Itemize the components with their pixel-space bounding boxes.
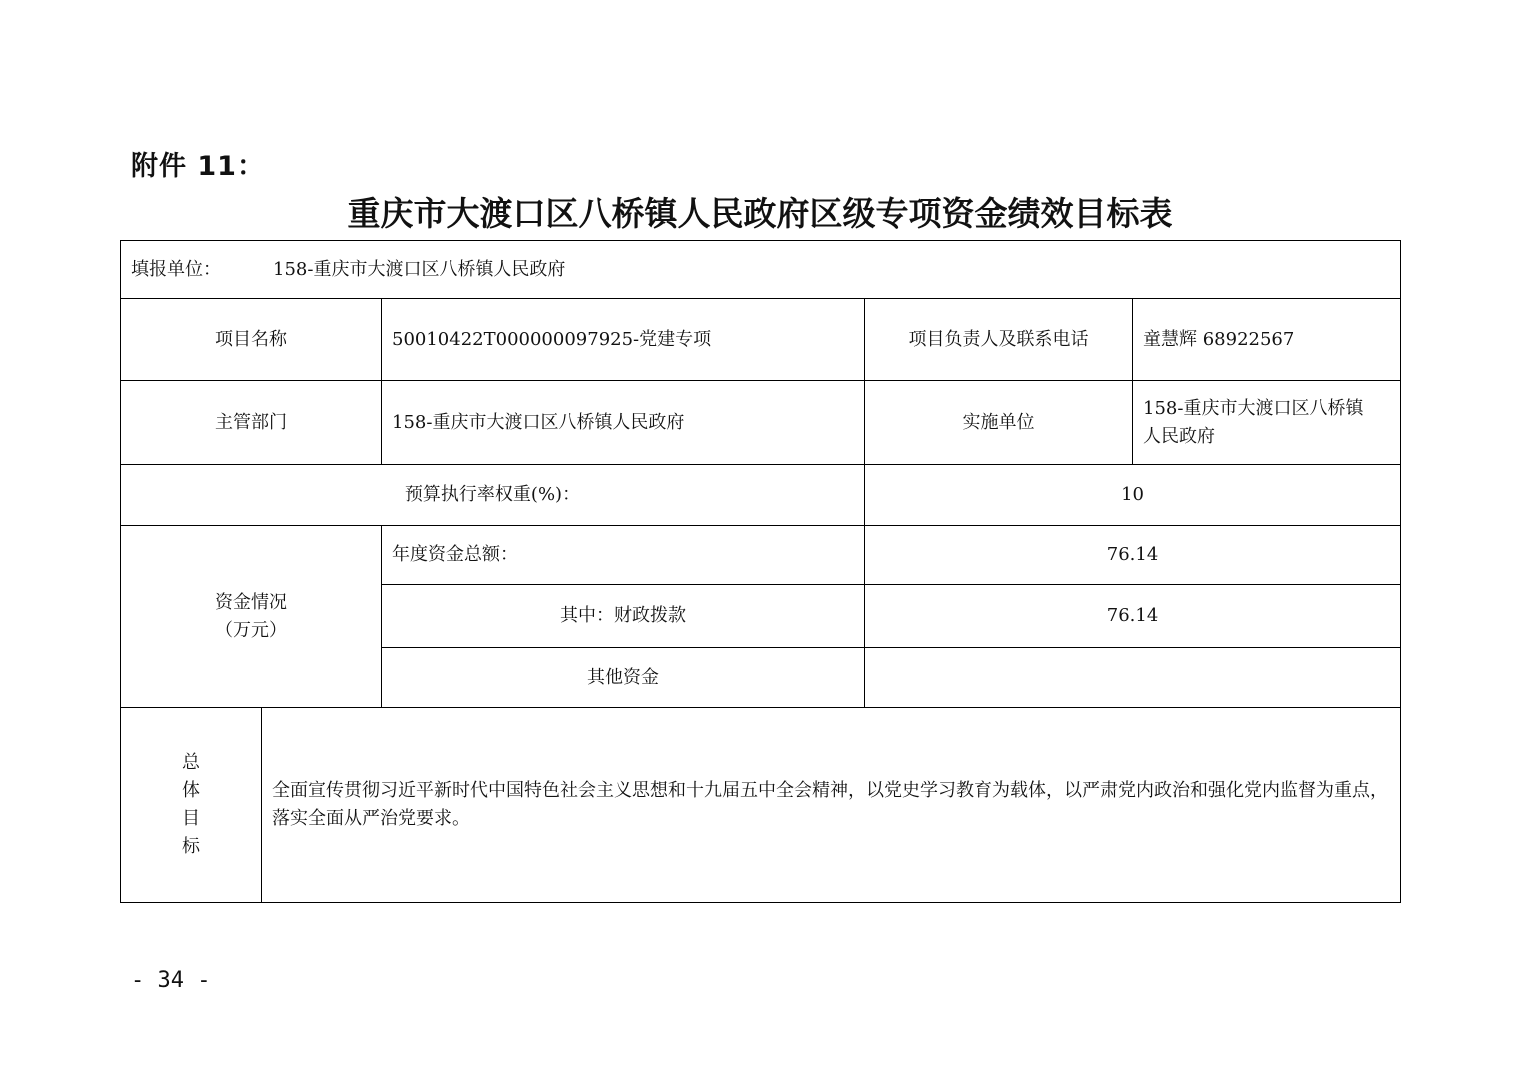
budget-weight-label: 预算执行率权重(%)： (121, 465, 865, 526)
project-name-label: 项目名称 (121, 299, 382, 381)
funds-label-line2: （万元） (215, 619, 287, 641)
impl-unit-value (1133, 381, 1401, 465)
impl-unit-label: 实施单位 (865, 381, 1133, 465)
project-name-row (121, 299, 1401, 381)
dept-label: 主管部门 (121, 381, 382, 465)
document-title: 重庆市大渡口区八桥镇人民政府区级专项资金绩效目标表 (347, 194, 1173, 233)
budget-weight-value: 10 (865, 465, 1401, 526)
overall-goal-char: 总 (182, 752, 200, 773)
reporting-unit-label: 填报单位： (131, 258, 221, 280)
fiscal-value: 76.14 (865, 585, 1401, 648)
other-funds-value (865, 648, 1401, 708)
overall-goal-char: 体 (182, 780, 200, 801)
funds-label-line1: 资金情况 (215, 591, 287, 613)
project-contact-value: 童慧辉 68922567 (1133, 299, 1401, 381)
overall-goal-char: 标 (182, 836, 200, 857)
impl-unit-value-line2: 人民政府 (1143, 425, 1215, 447)
fiscal-label: 其中：财政拨款 (382, 585, 865, 648)
project-contact-label: 项目负责人及联系电话 (865, 299, 1133, 381)
budget-weight-row (121, 465, 1401, 526)
project-name-value: 50010422T000000097925-党建专项 (382, 299, 865, 381)
overall-goal-char: 目 (182, 808, 200, 829)
dept-value: 158-重庆市大渡口区八桥镇人民政府 (382, 381, 865, 465)
reporting-unit-value: 158-重庆市大渡口区八桥镇人民政府 (273, 258, 566, 280)
attachment-label: 附件 11： (131, 151, 265, 182)
overall-goal-label (121, 708, 262, 903)
reporting-unit-row (121, 241, 1401, 299)
performance-goal-table (120, 240, 1401, 903)
page-number: - 34 - (131, 968, 211, 993)
annual-total-value: 76.14 (865, 526, 1401, 585)
annual-total-row (121, 526, 1401, 585)
overall-goal-row (121, 708, 1401, 903)
annual-total-label: 年度资金总额： (382, 526, 865, 585)
impl-unit-value-line1: 158-重庆市大渡口区八桥镇 (1143, 397, 1364, 419)
other-funds-label: 其他资金 (382, 648, 865, 708)
funds-label (121, 526, 382, 708)
department-row (121, 381, 1401, 465)
overall-goal-text: 全面宣传贯彻习近平新时代中国特色社会主义思想和十九届五中全会精神，以党史学习教育为载体，以严肃党内政治和强化党内监督为重点，落实全面从严治党要求。 (262, 708, 1401, 903)
